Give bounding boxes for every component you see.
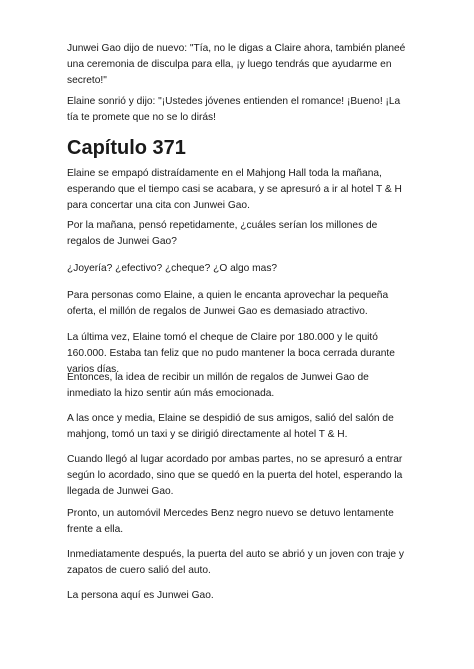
paragraph-11: La persona aquí es Junwei Gao. [67, 590, 214, 601]
paragraph-10: Inmediatamente después, la puerta del auto se abrió y un joven con traje y zapatos de cuero salió del auto. [67, 549, 404, 576]
paragraph-6: Entonces, la idea de recibir un millón de regalos de Junwei Gao de inmediato la hizo sentir aún más emocionada. [67, 372, 369, 399]
paragraph-2: Por la mañana, pensó repetidamente, ¿cuáles serían los millones de regalos de Junwei Gao? [67, 220, 378, 247]
paragraph-8: Cuando llegó al lugar acordado por ambas partes, no se apresuró a entrar según lo acordado, sino que se quedó en la puerta del hotel, esperando la llegada de Junwei Gao. [67, 454, 403, 497]
paragraph-9: Pronto, un automóvil Mercedes Benz negro nuevo se detuvo lentamente frente a ella. [67, 508, 394, 535]
chapter-title: Capítulo 371 [67, 137, 186, 159]
paragraph-5: La última vez, Elaine tomó el cheque de Claire por 180.000 y le quitó 160.000. Estaba tan feliz que no pudo mantener la boca cerrada durante varios días. [67, 332, 395, 375]
paragraph-3: ¿Joyería? ¿efectivo? ¿cheque? ¿O algo mas? [67, 263, 278, 274]
paragraph-7: A las once y media, Elaine se despidió de sus amigos, salió del salón de mahjong, tomó un taxi y se dirigió directamente al hotel T & H. [67, 413, 394, 440]
paragraph-1: Elaine se empapó distraídamente en el Mahjong Hall toda la mañana, esperando que el tiempo casi se acabara, y se apresuró a ir al hotel T & H para concertar una cita con Junwei Gao. [67, 168, 402, 211]
intro-paragraph-2: Elaine sonrió y dijo: "¡Ustedes jóvenes entienden el romance! ¡Bueno! ¡La tía te promete que no se lo dirás! [67, 96, 401, 123]
paragraph-4: Para personas como Elaine, a quien le encanta aprovechar la pequeña oferta, el millón de regalos de Junwei Gao es demasiado atractivo. [67, 290, 389, 317]
intro-paragraph-1: Junwei Gao dijo de nuevo: "Tía, no le digas a Claire ahora, también planeé una ceremonia de disculpa para ella, ¡y luego tendrás que ayudarme en secreto!" [67, 43, 406, 86]
